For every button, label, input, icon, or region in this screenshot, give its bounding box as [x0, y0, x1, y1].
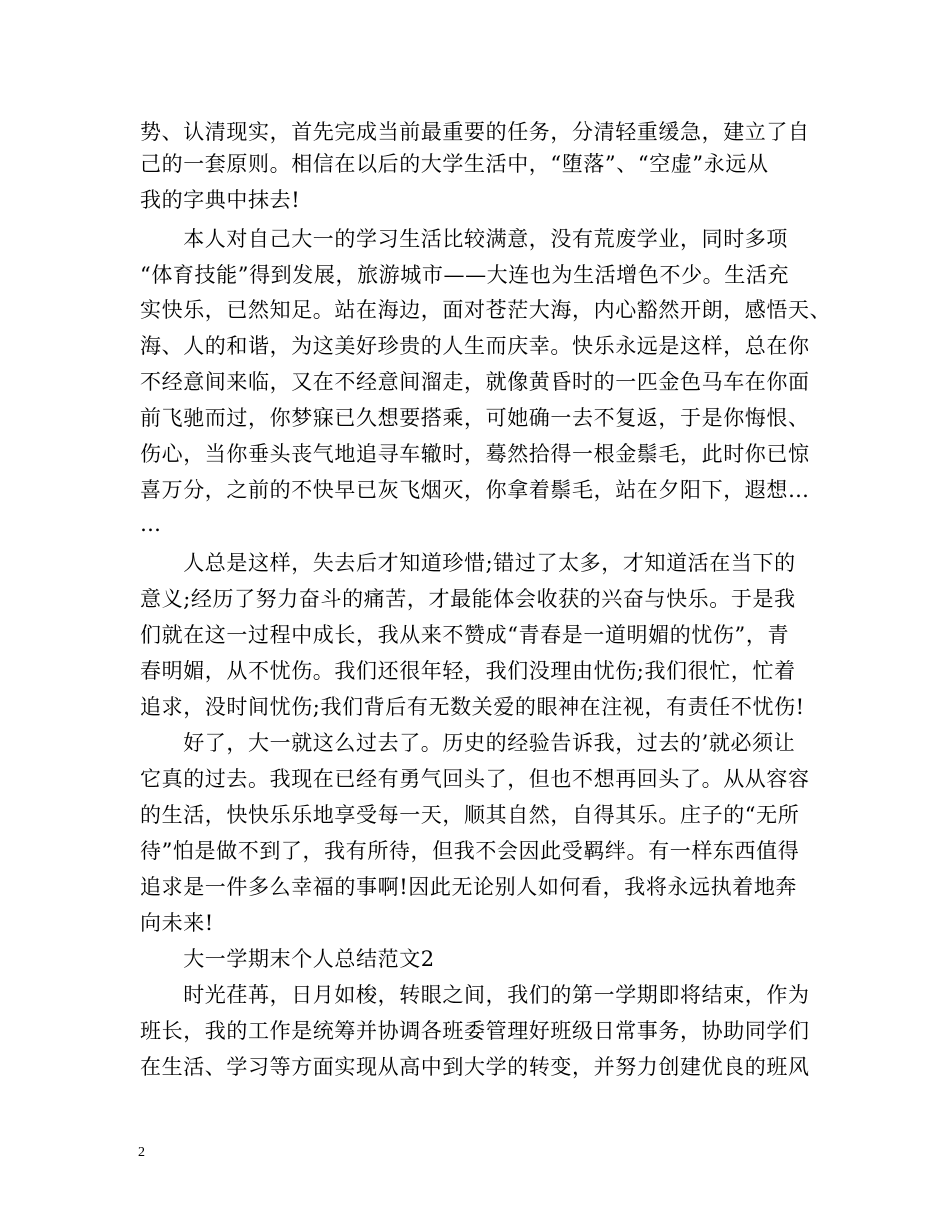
text-line: 海、人的和谐，为这美好珍贵的人生而庆幸。快乐永远是这样，总在你	[140, 334, 810, 358]
text-line: 待”怕是做不到了，我有所待，但我不会因此受羁绊。有一样东西值得	[140, 839, 800, 863]
text-line: 时光荏苒，日月如梭，转眼之间，我们的第一学期即将结束，作为	[140, 983, 810, 1007]
text-line: 喜万分，之前的不快早已灰飞烟灭，你拿着鬃毛，站在夕阳下，遐想…	[140, 478, 810, 502]
text-line: 向未来!	[140, 911, 214, 935]
text-line: 追求，没时间忧伤;我们背后有无数关爱的眼神在注视，有责任不忧伤!	[140, 695, 805, 719]
text-line: 我的字典中抹去!	[140, 188, 301, 212]
text-line: 春明媚，从不忧伤。我们还很年轻，我们没理由忧伤;我们很忙，忙着	[140, 659, 796, 683]
text-line: 的生活，快快乐乐地享受每一天，顺其自然，自得其乐。庄子的“无所	[140, 803, 800, 827]
text-line: 前飞驰而过，你梦寐已久想要搭乘，可她确一去不复返，于是你悔恨、	[140, 406, 810, 430]
text-line: 班长，我的工作是统筹并协调各班委管理好班级日常事务，协助同学们	[140, 1019, 810, 1043]
text-line: 人总是这样，失去后才知道珍惜;错过了太多，才知道活在当下的	[140, 551, 796, 575]
text-line: 好了，大一就这么过去了。历史的经验告诉我，过去的’就必须让	[140, 731, 796, 755]
text-line: 本人对自己大一的学习生活比较满意，没有荒废学业，同时多项	[140, 227, 788, 251]
text-line: 它真的过去。我现在已经有勇气回头了，但也不想再回头了。从从容容	[140, 767, 810, 791]
text-line: 们就在这一过程中成长，我从来不赞成“青春是一道明媚的忧伤”，青	[140, 623, 790, 647]
text-line: 实快乐，已然知足。站在海边，面对苍茫大海，内心豁然开朗，感悟天、	[140, 298, 832, 322]
text-line: 势、认清现实，首先完成当前最重要的任务，分清轻重缓急，建立了自	[140, 120, 810, 144]
text-line: “体育技能”得到发展，旅游城市——大连也为生活增色不少。生活充	[140, 263, 790, 287]
text-line: 意义;经历了努力奋斗的痛苦，才最能体会收获的兴奋与快乐。于是我	[140, 587, 796, 611]
page-number: 2	[138, 1145, 145, 1160]
text-line: 伤心，当你垂头丧气地追寻车辙时，蓦然拾得一根金鬃毛，此时你已惊	[140, 442, 810, 466]
text-line: …	[140, 512, 162, 536]
text-line: 不经意间来临，又在不经意间溜走，就像黄昏时的一匹金色马车在你面	[140, 370, 810, 394]
text-line: 追求是一件多么幸福的事啊!因此无论别人如何看，我将永远执着地奔	[140, 875, 798, 899]
text-line: 己的一套原则。相信在以后的大学生活中，“堕落”、“空虚”永远从	[140, 152, 769, 176]
section-heading: 大一学期末个人总结范文2	[140, 947, 435, 971]
text-line: 在生活、学习等方面实现从高中到大学的转变，并努力创建优良的班风	[140, 1055, 810, 1079]
